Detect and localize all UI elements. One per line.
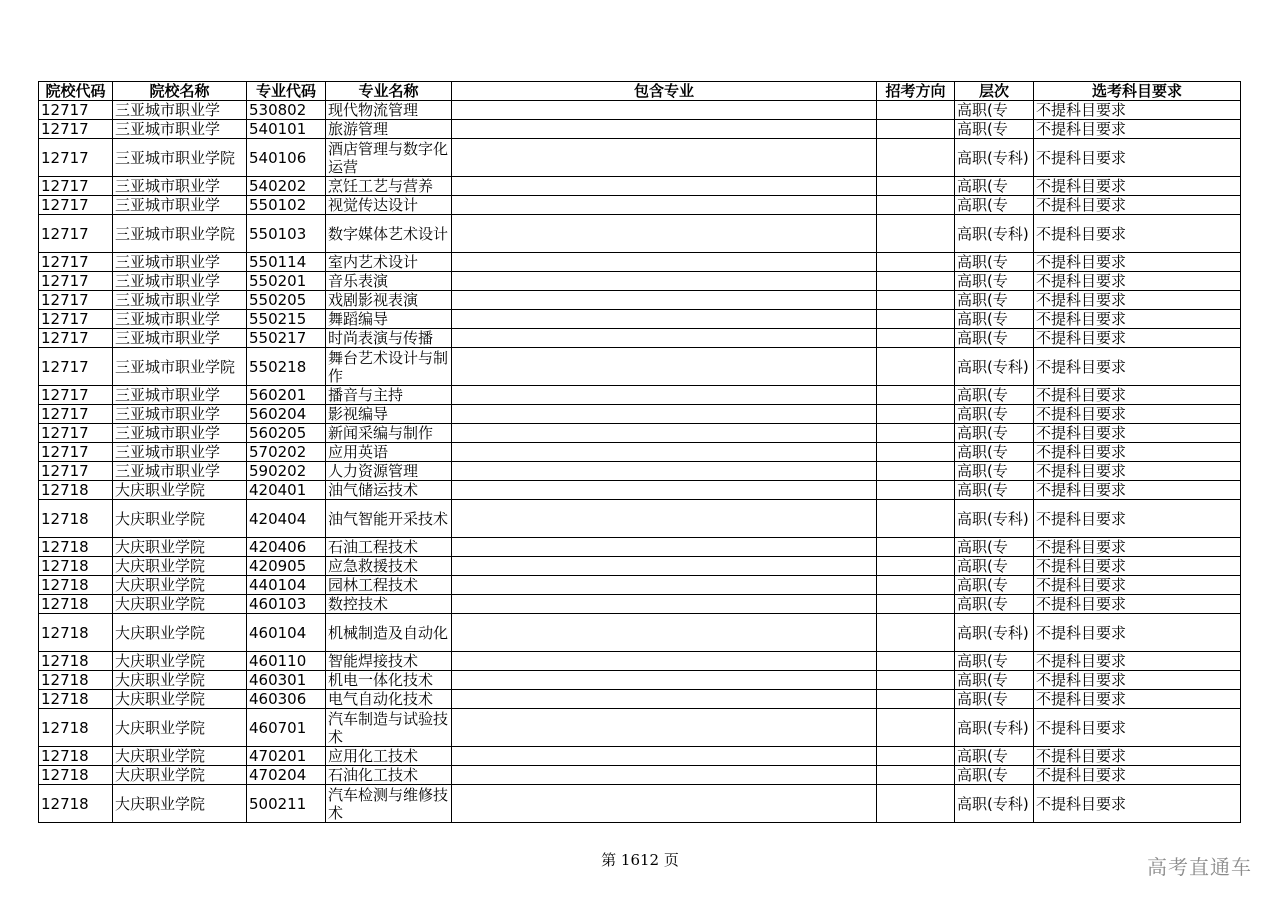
table-row	[39, 310, 1241, 329]
cell-major-name: 室内艺术设计	[326, 253, 452, 272]
cell-subject-requirement: 不提科目要求	[1034, 310, 1241, 329]
table-row	[39, 253, 1241, 272]
cell-subject-requirement: 不提科目要求	[1034, 500, 1241, 538]
table-row	[39, 101, 1241, 120]
cell-direction	[877, 139, 955, 177]
cell-major-code: 460301	[247, 671, 326, 690]
table-row	[39, 348, 1241, 386]
cell-direction	[877, 424, 955, 443]
table-row	[39, 481, 1241, 500]
table-row	[39, 196, 1241, 215]
cell-major-code: 550201	[247, 272, 326, 291]
cell-subject-requirement: 不提科目要求	[1034, 462, 1241, 481]
cell-level: 高职(专	[955, 405, 1034, 424]
cell-level: 高职(专	[955, 538, 1034, 557]
cell-major-code: 500211	[247, 785, 326, 823]
table-row	[39, 462, 1241, 481]
cell-school-name: 三亚城市职业学院	[113, 215, 247, 253]
cell-level: 高职(专	[955, 101, 1034, 120]
cell-level: 高职(专	[955, 481, 1034, 500]
cell-included-majors	[452, 177, 877, 196]
cell-major-code: 460306	[247, 690, 326, 709]
cell-included-majors	[452, 291, 877, 310]
header-direction: 招考方向	[877, 82, 955, 101]
cell-major-code: 550102	[247, 196, 326, 215]
cell-level: 高职(专	[955, 424, 1034, 443]
cell-direction	[877, 120, 955, 139]
cell-major-code: 560205	[247, 424, 326, 443]
cell-included-majors	[452, 120, 877, 139]
header-major-code: 专业代码	[247, 82, 326, 101]
cell-school-code: 12717	[39, 386, 113, 405]
cell-school-name: 三亚城市职业学	[113, 177, 247, 196]
cell-school-code: 12718	[39, 785, 113, 823]
cell-school-name: 大庆职业学院	[113, 538, 247, 557]
cell-direction	[877, 253, 955, 272]
cell-level: 高职(专	[955, 557, 1034, 576]
cell-direction	[877, 329, 955, 348]
cell-direction	[877, 177, 955, 196]
cell-included-majors	[452, 272, 877, 291]
watermark: 高考直通车	[1147, 855, 1252, 879]
cell-direction	[877, 462, 955, 481]
cell-subject-requirement: 不提科目要求	[1034, 481, 1241, 500]
table-row	[39, 386, 1241, 405]
cell-school-code: 12717	[39, 196, 113, 215]
cell-level: 高职(专	[955, 671, 1034, 690]
cell-included-majors	[452, 462, 877, 481]
cell-direction	[877, 386, 955, 405]
cell-school-code: 12717	[39, 120, 113, 139]
cell-major-name: 烹饪工艺与营养	[326, 177, 452, 196]
cell-subject-requirement: 不提科目要求	[1034, 652, 1241, 671]
table-row	[39, 177, 1241, 196]
cell-major-name: 石油工程技术	[326, 538, 452, 557]
cell-school-name: 三亚城市职业学院	[113, 348, 247, 386]
table-row	[39, 557, 1241, 576]
cell-included-majors	[452, 386, 877, 405]
cell-included-majors	[452, 557, 877, 576]
cell-included-majors	[452, 329, 877, 348]
cell-subject-requirement: 不提科目要求	[1034, 557, 1241, 576]
cell-school-name: 三亚城市职业学	[113, 101, 247, 120]
cell-school-name: 大庆职业学院	[113, 481, 247, 500]
cell-school-code: 12717	[39, 329, 113, 348]
cell-school-code: 12718	[39, 690, 113, 709]
cell-subject-requirement: 不提科目要求	[1034, 690, 1241, 709]
cell-major-name: 视觉传达设计	[326, 196, 452, 215]
page-number: 第 1612 页	[601, 851, 679, 869]
cell-school-code: 12718	[39, 766, 113, 785]
cell-major-code: 560204	[247, 405, 326, 424]
cell-school-name: 三亚城市职业学	[113, 405, 247, 424]
cell-school-name: 三亚城市职业学	[113, 443, 247, 462]
cell-included-majors	[452, 348, 877, 386]
table-row	[39, 405, 1241, 424]
cell-included-majors	[452, 101, 877, 120]
cell-included-majors	[452, 747, 877, 766]
cell-major-code: 460104	[247, 614, 326, 652]
cell-school-name: 大庆职业学院	[113, 576, 247, 595]
cell-school-name: 大庆职业学院	[113, 671, 247, 690]
cell-major-code: 470204	[247, 766, 326, 785]
cell-level: 高职(专科)	[955, 500, 1034, 538]
cell-major-name: 戏剧影视表演	[326, 291, 452, 310]
table-row	[39, 766, 1241, 785]
table-row	[39, 614, 1241, 652]
cell-school-name: 大庆职业学院	[113, 785, 247, 823]
cell-major-name: 数字媒体艺术设计	[326, 215, 452, 253]
cell-school-name: 大庆职业学院	[113, 557, 247, 576]
cell-school-name: 三亚城市职业学院	[113, 139, 247, 177]
cell-major-name: 汽车制造与试验技术	[326, 709, 452, 747]
cell-major-code: 570202	[247, 443, 326, 462]
cell-subject-requirement: 不提科目要求	[1034, 120, 1241, 139]
cell-direction	[877, 101, 955, 120]
cell-major-name: 应用化工技术	[326, 747, 452, 766]
cell-direction	[877, 766, 955, 785]
cell-school-code: 12718	[39, 500, 113, 538]
cell-major-name: 油气储运技术	[326, 481, 452, 500]
cell-direction	[877, 709, 955, 747]
cell-level: 高职(专	[955, 291, 1034, 310]
cell-major-code: 540106	[247, 139, 326, 177]
cell-subject-requirement: 不提科目要求	[1034, 272, 1241, 291]
cell-direction	[877, 538, 955, 557]
cell-school-code: 12717	[39, 405, 113, 424]
cell-major-name: 酒店管理与数字化运营	[326, 139, 452, 177]
table-row	[39, 747, 1241, 766]
cell-direction	[877, 405, 955, 424]
cell-major-code: 460103	[247, 595, 326, 614]
cell-level: 高职(专科)	[955, 709, 1034, 747]
cell-direction	[877, 310, 955, 329]
cell-included-majors	[452, 690, 877, 709]
cell-direction	[877, 614, 955, 652]
cell-included-majors	[452, 614, 877, 652]
cell-subject-requirement: 不提科目要求	[1034, 595, 1241, 614]
cell-included-majors	[452, 405, 877, 424]
table-row	[39, 500, 1241, 538]
cell-major-name: 机械制造及自动化	[326, 614, 452, 652]
cell-subject-requirement: 不提科目要求	[1034, 215, 1241, 253]
cell-school-code: 12718	[39, 614, 113, 652]
cell-major-code: 550217	[247, 329, 326, 348]
cell-major-name: 汽车检测与维修技术	[326, 785, 452, 823]
cell-subject-requirement: 不提科目要求	[1034, 538, 1241, 557]
cell-level: 高职(专	[955, 462, 1034, 481]
cell-included-majors	[452, 709, 877, 747]
cell-school-name: 三亚城市职业学	[113, 310, 247, 329]
cell-direction	[877, 785, 955, 823]
cell-school-name: 大庆职业学院	[113, 652, 247, 671]
cell-school-name: 大庆职业学院	[113, 595, 247, 614]
cell-included-majors	[452, 215, 877, 253]
cell-level: 高职(专科)	[955, 785, 1034, 823]
cell-subject-requirement: 不提科目要求	[1034, 177, 1241, 196]
header-school-code: 院校代码	[39, 82, 113, 101]
cell-major-name: 新闻采编与制作	[326, 424, 452, 443]
cell-school-code: 12718	[39, 652, 113, 671]
cell-major-name: 数控技术	[326, 595, 452, 614]
cell-included-majors	[452, 576, 877, 595]
cell-subject-requirement: 不提科目要求	[1034, 253, 1241, 272]
cell-major-code: 420401	[247, 481, 326, 500]
table-row	[39, 576, 1241, 595]
table-row	[39, 272, 1241, 291]
header-school-name: 院校名称	[113, 82, 247, 101]
admission-table	[38, 81, 1241, 823]
cell-level: 高职(专科)	[955, 348, 1034, 386]
cell-direction	[877, 443, 955, 462]
cell-direction	[877, 671, 955, 690]
table-row	[39, 671, 1241, 690]
cell-major-code: 540101	[247, 120, 326, 139]
cell-level: 高职(专	[955, 386, 1034, 405]
cell-school-code: 12718	[39, 747, 113, 766]
cell-subject-requirement: 不提科目要求	[1034, 291, 1241, 310]
cell-subject-requirement: 不提科目要求	[1034, 747, 1241, 766]
cell-level: 高职(专科)	[955, 215, 1034, 253]
cell-level: 高职(专	[955, 766, 1034, 785]
cell-included-majors	[452, 500, 877, 538]
cell-school-code: 12718	[39, 576, 113, 595]
cell-school-code: 12717	[39, 272, 113, 291]
cell-direction	[877, 196, 955, 215]
cell-level: 高职(专科)	[955, 139, 1034, 177]
cell-school-name: 大庆职业学院	[113, 614, 247, 652]
cell-major-code: 540202	[247, 177, 326, 196]
cell-major-name: 播音与主持	[326, 386, 452, 405]
cell-level: 高职(专	[955, 652, 1034, 671]
cell-subject-requirement: 不提科目要求	[1034, 405, 1241, 424]
cell-direction	[877, 348, 955, 386]
cell-included-majors	[452, 253, 877, 272]
cell-school-code: 12718	[39, 481, 113, 500]
cell-level: 高职(专	[955, 329, 1034, 348]
header-subject-requirement: 选考科目要求	[1034, 82, 1241, 101]
cell-school-name: 三亚城市职业学	[113, 291, 247, 310]
cell-major-code: 560201	[247, 386, 326, 405]
cell-major-code: 530802	[247, 101, 326, 120]
cell-major-code: 550218	[247, 348, 326, 386]
cell-direction	[877, 595, 955, 614]
cell-major-code: 590202	[247, 462, 326, 481]
table-row	[39, 785, 1241, 823]
table-header-row	[39, 82, 1241, 101]
cell-included-majors	[452, 310, 877, 329]
cell-subject-requirement: 不提科目要求	[1034, 424, 1241, 443]
cell-school-name: 大庆职业学院	[113, 709, 247, 747]
cell-included-majors	[452, 481, 877, 500]
cell-level: 高职(专科)	[955, 614, 1034, 652]
cell-included-majors	[452, 595, 877, 614]
cell-major-code: 420905	[247, 557, 326, 576]
cell-major-name: 机电一体化技术	[326, 671, 452, 690]
table-row	[39, 709, 1241, 747]
cell-subject-requirement: 不提科目要求	[1034, 101, 1241, 120]
cell-subject-requirement: 不提科目要求	[1034, 348, 1241, 386]
cell-direction	[877, 481, 955, 500]
table-body	[39, 101, 1241, 823]
cell-school-name: 大庆职业学院	[113, 500, 247, 538]
cell-school-name: 三亚城市职业学	[113, 386, 247, 405]
cell-major-code: 420406	[247, 538, 326, 557]
cell-major-code: 550103	[247, 215, 326, 253]
table-row	[39, 139, 1241, 177]
cell-major-name: 应用英语	[326, 443, 452, 462]
cell-major-name: 旅游管理	[326, 120, 452, 139]
cell-included-majors	[452, 443, 877, 462]
cell-major-code: 550205	[247, 291, 326, 310]
cell-direction	[877, 272, 955, 291]
cell-school-name: 三亚城市职业学	[113, 329, 247, 348]
cell-subject-requirement: 不提科目要求	[1034, 443, 1241, 462]
cell-school-code: 12717	[39, 348, 113, 386]
cell-direction	[877, 557, 955, 576]
cell-major-name: 影视编导	[326, 405, 452, 424]
cell-school-code: 12717	[39, 424, 113, 443]
cell-major-code: 550114	[247, 253, 326, 272]
cell-major-name: 电气自动化技术	[326, 690, 452, 709]
cell-direction	[877, 747, 955, 766]
table-row	[39, 690, 1241, 709]
cell-direction	[877, 500, 955, 538]
cell-school-code: 12717	[39, 291, 113, 310]
cell-subject-requirement: 不提科目要求	[1034, 196, 1241, 215]
cell-subject-requirement: 不提科目要求	[1034, 139, 1241, 177]
cell-level: 高职(专	[955, 310, 1034, 329]
cell-included-majors	[452, 785, 877, 823]
cell-level: 高职(专	[955, 120, 1034, 139]
cell-level: 高职(专	[955, 272, 1034, 291]
cell-major-code: 440104	[247, 576, 326, 595]
table-row	[39, 652, 1241, 671]
cell-included-majors	[452, 652, 877, 671]
cell-school-name: 三亚城市职业学	[113, 196, 247, 215]
header-major-name: 专业名称	[326, 82, 452, 101]
cell-major-code: 420404	[247, 500, 326, 538]
table-row	[39, 329, 1241, 348]
cell-level: 高职(专	[955, 747, 1034, 766]
cell-direction	[877, 215, 955, 253]
cell-level: 高职(专	[955, 177, 1034, 196]
table-row	[39, 215, 1241, 253]
cell-included-majors	[452, 671, 877, 690]
cell-included-majors	[452, 766, 877, 785]
cell-subject-requirement: 不提科目要求	[1034, 709, 1241, 747]
cell-school-code: 12718	[39, 671, 113, 690]
cell-school-name: 大庆职业学院	[113, 690, 247, 709]
cell-major-name: 时尚表演与传播	[326, 329, 452, 348]
cell-major-code: 460110	[247, 652, 326, 671]
cell-major-name: 油气智能开采技术	[326, 500, 452, 538]
table-row	[39, 120, 1241, 139]
cell-direction	[877, 690, 955, 709]
cell-school-code: 12717	[39, 310, 113, 329]
cell-level: 高职(专	[955, 253, 1034, 272]
cell-school-code: 12717	[39, 139, 113, 177]
cell-major-name: 舞台艺术设计与制作	[326, 348, 452, 386]
cell-school-code: 12717	[39, 462, 113, 481]
cell-school-code: 12718	[39, 538, 113, 557]
cell-school-name: 三亚城市职业学	[113, 424, 247, 443]
cell-subject-requirement: 不提科目要求	[1034, 386, 1241, 405]
cell-major-name: 智能焊接技术	[326, 652, 452, 671]
cell-school-name: 三亚城市职业学	[113, 120, 247, 139]
cell-subject-requirement: 不提科目要求	[1034, 329, 1241, 348]
cell-subject-requirement: 不提科目要求	[1034, 576, 1241, 595]
cell-school-code: 12717	[39, 101, 113, 120]
cell-level: 高职(专	[955, 595, 1034, 614]
header-included-majors: 包含专业	[452, 82, 877, 101]
cell-major-name: 园林工程技术	[326, 576, 452, 595]
cell-major-code: 460701	[247, 709, 326, 747]
table-row	[39, 424, 1241, 443]
cell-direction	[877, 291, 955, 310]
cell-included-majors	[452, 196, 877, 215]
cell-included-majors	[452, 538, 877, 557]
cell-level: 高职(专	[955, 576, 1034, 595]
cell-school-name: 三亚城市职业学	[113, 253, 247, 272]
cell-school-code: 12718	[39, 557, 113, 576]
cell-major-name: 应急救援技术	[326, 557, 452, 576]
cell-school-name: 大庆职业学院	[113, 766, 247, 785]
cell-major-code: 470201	[247, 747, 326, 766]
cell-school-code: 12718	[39, 709, 113, 747]
cell-subject-requirement: 不提科目要求	[1034, 614, 1241, 652]
cell-level: 高职(专	[955, 690, 1034, 709]
cell-major-name: 石油化工技术	[326, 766, 452, 785]
cell-school-name: 大庆职业学院	[113, 747, 247, 766]
cell-included-majors	[452, 424, 877, 443]
cell-major-name: 音乐表演	[326, 272, 452, 291]
cell-school-code: 12717	[39, 443, 113, 462]
table-row	[39, 291, 1241, 310]
cell-subject-requirement: 不提科目要求	[1034, 671, 1241, 690]
cell-school-code: 12718	[39, 595, 113, 614]
cell-major-name: 舞蹈编导	[326, 310, 452, 329]
cell-subject-requirement: 不提科目要求	[1034, 766, 1241, 785]
header-level: 层次	[955, 82, 1034, 101]
cell-school-code: 12717	[39, 177, 113, 196]
table-row	[39, 538, 1241, 557]
cell-major-name: 人力资源管理	[326, 462, 452, 481]
cell-direction	[877, 576, 955, 595]
cell-level: 高职(专	[955, 196, 1034, 215]
cell-school-code: 12717	[39, 215, 113, 253]
cell-major-name: 现代物流管理	[326, 101, 452, 120]
cell-direction	[877, 652, 955, 671]
cell-school-name: 三亚城市职业学	[113, 272, 247, 291]
cell-included-majors	[452, 139, 877, 177]
cell-school-code: 12717	[39, 253, 113, 272]
table-row	[39, 595, 1241, 614]
cell-major-code: 550215	[247, 310, 326, 329]
table-row	[39, 443, 1241, 462]
cell-level: 高职(专	[955, 443, 1034, 462]
cell-school-name: 三亚城市职业学	[113, 462, 247, 481]
cell-subject-requirement: 不提科目要求	[1034, 785, 1241, 823]
